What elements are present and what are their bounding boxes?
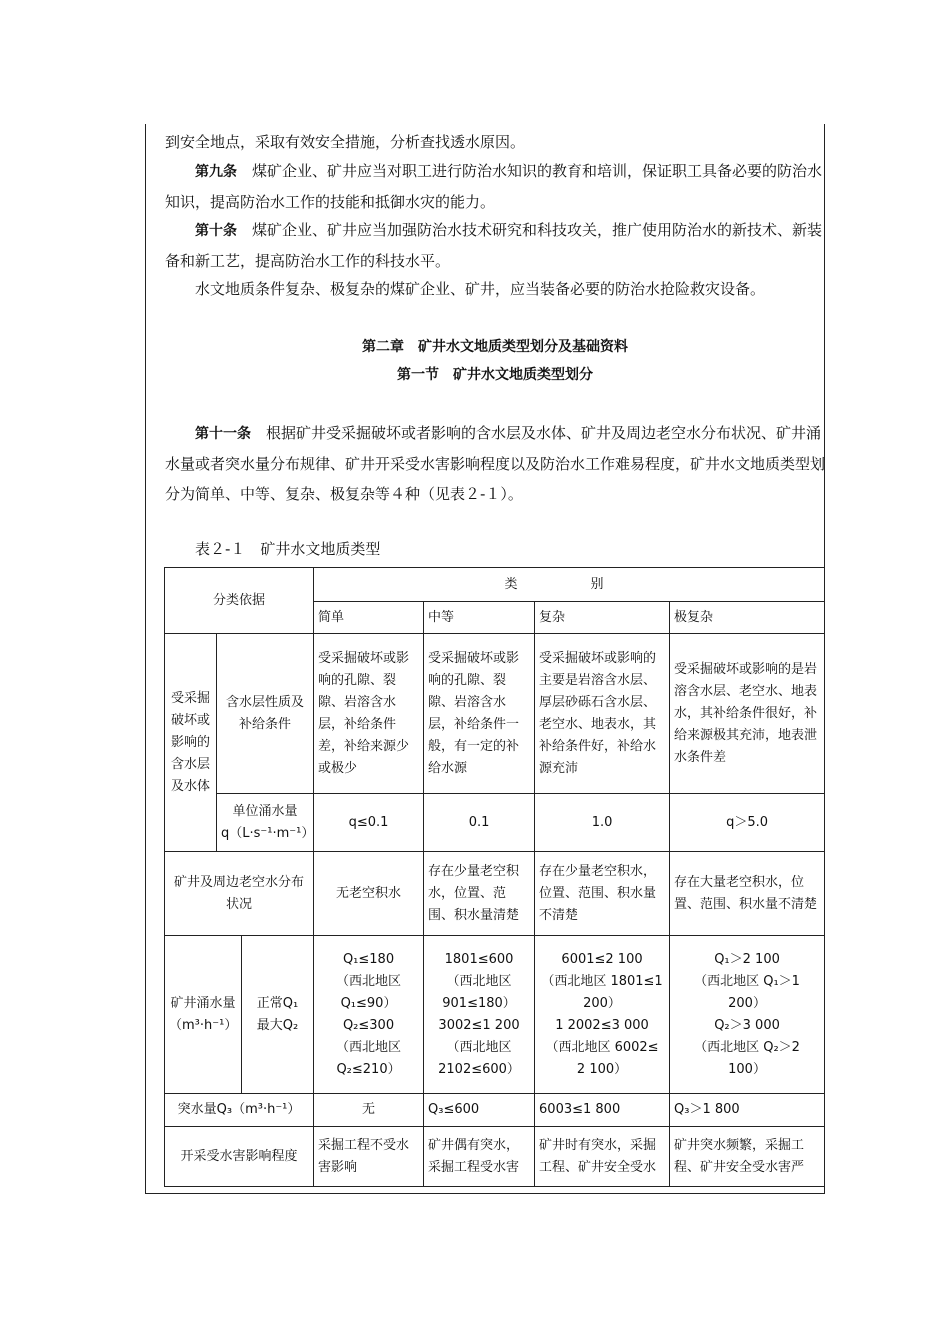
category-header: 类 别: [314, 568, 825, 602]
basis-header: 分类依据: [165, 568, 314, 634]
paragraph-continuation: 到安全地点，采取有效安全措施，分析查找透水原因。: [165, 133, 526, 151]
cell-flow-line: 200）: [728, 995, 766, 1011]
article-10-label: 第十条: [195, 223, 237, 239]
row-aquifer-label: 含水层性质及补给条件: [217, 634, 314, 794]
cell-old-complex: 存在少量老空积水，位置、范围、积水量不清楚: [535, 852, 670, 936]
cell-unit-complex: 1.0: [535, 794, 670, 852]
row-burst-label: 突水量Q₃（m³·h⁻¹）: [165, 1094, 314, 1127]
article-11-text: 根据矿井受采掘破坏或者影响的含水层及水体、矿井及周边老空水分布状况、矿井涌水量或者突水量分布规律、矿井开采受水害影响程度以及防治水工作难易程度，矿井水文地质类型划分为简单、中等、复杂、极复杂等４种（见表２-１）。: [165, 424, 826, 503]
table-caption: 表２-１ 矿井水文地质类型: [195, 540, 381, 558]
article-11-label: 第十一条: [195, 426, 251, 442]
row-flow-unit: （m³·h⁻¹）: [169, 1017, 238, 1033]
cell-flow-line: （西北地区 Q₂＞2: [694, 1039, 800, 1055]
cell-flow-line: 6001≤2 100: [561, 951, 643, 967]
cell-flow-line: Q₁＞2 100: [714, 951, 780, 967]
cell-flow-line: Q₂≤300: [342, 1017, 395, 1033]
cell-burst-very-complex: Q₃＞1 800: [670, 1094, 825, 1127]
cell-flow-line: 1801≤600: [444, 951, 514, 967]
cell-flow-line: Q₂≤210）: [336, 1061, 401, 1077]
cell-burst-complex: 6003≤1 800: [535, 1094, 670, 1127]
cell-aquifer-medium: 受采掘破坏或影响的孔隙、裂隙、岩溶含水层，补给条件一般，有一定的补给水源: [424, 634, 535, 794]
column-complex: 复杂: [535, 602, 670, 634]
cell-aquifer-very-complex: 受采掘破坏或影响的是岩溶含水层、老空水、地表水，其补给条件很好，补给来源极其充沛，地表泄水条件差: [670, 634, 825, 794]
row-flow-max: 最大Q₂: [256, 1017, 299, 1033]
cell-flow-line: （西北地区: [336, 973, 402, 989]
cell-flow-line: （西北地区: [336, 1039, 402, 1055]
row-unit-label-line2: q（L·s⁻¹·m⁻¹）: [221, 825, 315, 841]
row-flow-normal: 正常Q₁: [256, 995, 299, 1011]
cell-flow-line: 100）: [728, 1061, 766, 1077]
article-11: [165, 418, 825, 509]
cell-flow-line: （西北地区 Q₁＞1: [694, 973, 800, 989]
cell-flow-line: （西北地区 6002≤: [545, 1039, 659, 1055]
cell-aquifer-complex: 受采掘破坏或影响的主要是岩溶含水层、厚层砂砾石含水层、老空水、地表水，其补给条件好，补给水源充沛: [535, 634, 670, 794]
cell-unit-medium: 0.1: [424, 794, 535, 852]
row-flow-sub: [242, 936, 314, 1094]
cell-flow-medium: [424, 936, 535, 1094]
article-10: [165, 215, 825, 276]
cell-impact-complex: 矿井时有突水，采掘工程、矿井安全受水: [535, 1127, 670, 1187]
row-old-water-label: 矿井及周边老空水分布状况: [165, 852, 314, 936]
group-aquifer-label: 受采掘破坏或影响的含水层及水体: [165, 634, 217, 852]
chapter-title: 第二章 矿井水文地质类型划分及基础资料: [362, 339, 628, 355]
cell-unit-simple: q≤0.1: [314, 794, 424, 852]
cell-flow-line: 2102≤600）: [438, 1061, 520, 1077]
cell-impact-very-complex: 矿井突水频繁，采掘工程、矿井安全受水害严: [670, 1127, 825, 1187]
cell-flow-complex: [535, 936, 670, 1094]
cell-old-medium: 存在少量老空积水，位置、范围、积水量清楚: [424, 852, 535, 936]
cell-burst-simple: 无: [314, 1094, 424, 1127]
article-9: [165, 156, 825, 217]
row-flow-label: [165, 936, 242, 1094]
article-10-text: 煤矿企业、矿井应当加强防治水技术研究和科技攻关，推广使用防治水的新技术、新装备和新工艺，提高防治水工作的科技水平。: [165, 221, 823, 270]
cell-flow-line: Q₁≤180: [342, 951, 395, 967]
cell-old-simple: 无老空积水: [314, 852, 424, 936]
article-10-paragraph-2: 水文地质条件复杂、极复杂的煤矿企业、矿井，应当装备必要的防治水抢险救灾设备。: [195, 280, 766, 298]
cell-flow-line: Q₂＞3 000: [714, 1017, 780, 1033]
hydrogeology-table: [164, 567, 825, 1187]
column-medium: 中等: [424, 602, 535, 634]
row-unit-label-line1: 单位涌水量: [232, 803, 298, 819]
row-impact-label: 开采受水害影响程度: [165, 1127, 314, 1187]
cell-aquifer-simple: 受采掘破坏或影响的孔隙、裂隙、岩溶含水层，补给条件差，补给来源少或极少: [314, 634, 424, 794]
cell-flow-line: （西北地区 1801≤1: [541, 973, 663, 989]
cell-flow-very-complex: [670, 936, 825, 1094]
article-9-label: 第九条: [195, 164, 237, 180]
cell-flow-line: 1 2002≤3 000: [555, 1017, 649, 1033]
cell-flow-line: 901≤180）: [442, 995, 516, 1011]
cell-unit-very-complex: q＞5.0: [670, 794, 825, 852]
cell-burst-medium: Q₃≤600: [424, 1094, 535, 1127]
column-very-complex: 极复杂: [670, 602, 825, 634]
cell-flow-line: Q₁≤90）: [340, 995, 397, 1011]
row-unit-label: [217, 794, 314, 852]
cell-flow-line: （西北地区: [446, 973, 512, 989]
cell-flow-line: 200）: [583, 995, 621, 1011]
cell-flow-line: 2 100）: [576, 1061, 628, 1077]
article-9-text: 煤矿企业、矿井应当对职工进行防治水知识的教育和培训，保证职工具备必要的防治水知识，提高防治水工作的技能和抵御水灾的能力。: [165, 162, 823, 211]
cell-flow-line: （西北地区: [446, 1039, 512, 1055]
row-flow-label-text: 矿井涌水量: [170, 995, 236, 1011]
cell-flow-simple: [314, 936, 424, 1094]
cell-flow-line: 3002≤1 200: [438, 1017, 520, 1033]
cell-impact-medium: 矿井偶有突水，采掘工程受水害: [424, 1127, 535, 1187]
column-simple: 简单: [314, 602, 424, 634]
cell-old-very-complex: 存在大量老空积水，位置、范围、积水量不清楚: [670, 852, 825, 936]
cell-impact-simple: 采掘工程不受水害影响: [314, 1127, 424, 1187]
section-title: 第一节 矿井水文地质类型划分: [397, 367, 593, 383]
